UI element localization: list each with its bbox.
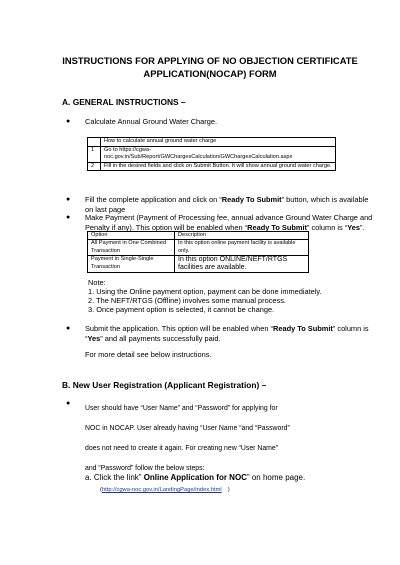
bold-run: Ready To Submit bbox=[273, 324, 333, 333]
text-run: a. Click the link” bbox=[85, 473, 144, 482]
a-bullet-1: Calculate Annual Ground Water Charge. bbox=[85, 117, 218, 126]
note-item: 3. Once payment option is selected, it cannot be change. bbox=[88, 305, 275, 314]
ground-water-charge-table bbox=[87, 137, 336, 171]
table1-row-num: 2 bbox=[88, 162, 101, 170]
note-item: 2. The NEFT/RTGS (Offline) involves some manual process. bbox=[88, 296, 286, 305]
bullet-icon: ● bbox=[66, 214, 71, 221]
bold-run: Online Application for NOC bbox=[143, 473, 247, 482]
table1-header: How to calculate annual ground water charge bbox=[101, 138, 336, 147]
bold-run: Ready To Submit bbox=[247, 223, 307, 232]
bullet-icon: ● bbox=[66, 325, 71, 332]
title-line-2: APPLICATION(NOCAP) FORM bbox=[143, 68, 277, 79]
section-b-heading: B. New User Registration (Applicant Registration) – bbox=[62, 380, 267, 390]
a-bullet-4 bbox=[85, 324, 375, 344]
more-detail-text: For more detail see below instructions. bbox=[85, 350, 212, 359]
b-line: User should have “User Name” and “Password” for applying for bbox=[85, 405, 278, 412]
text-run: Submit the application. This option will be enabled when “ bbox=[85, 324, 274, 333]
text-run: Fill the complete application and click on “ bbox=[85, 195, 222, 204]
table2-cell: In this option online payment facility is available only. bbox=[175, 240, 309, 256]
table1-row-num: 1 bbox=[88, 147, 101, 163]
table2-header: Description bbox=[175, 232, 309, 240]
bullet-icon: ● bbox=[66, 400, 71, 407]
table2-cell: In this option ONLINE/NEFT/RTGS facilities are available. bbox=[175, 256, 309, 273]
landing-page-link[interactable]: http://cgwa-noc.gov.in/LandingPage/index.html bbox=[101, 487, 222, 493]
paren-open: ( bbox=[100, 487, 102, 493]
bold-run: Yes bbox=[87, 334, 101, 343]
b-paragraph bbox=[85, 399, 290, 479]
a-bullet-2 bbox=[85, 195, 375, 215]
b-line: NOC in NOCAP. User already having “User Name “and “Password” bbox=[85, 425, 290, 432]
paren-close: ) bbox=[227, 487, 230, 493]
bold-run: Ready To Submit bbox=[221, 195, 282, 204]
text-run: ” button, which is available on last page bbox=[85, 195, 369, 214]
note-item: 1. Using the Online payment option, payment can be done immediately. bbox=[88, 287, 322, 296]
table2-header: Option bbox=[88, 232, 175, 240]
text-run: ” column is “ bbox=[85, 324, 369, 343]
table2-cell: Payment in Single-Single Transaction bbox=[88, 256, 175, 273]
text-run: Make Payment (Payment of Processing fee, annual advance Ground Water Charge and Penalty if any). This option will be enabled when “ bbox=[85, 213, 373, 232]
text-run: ” and all payments successfully paid. bbox=[100, 334, 221, 343]
bullet-icon: ● bbox=[66, 196, 71, 203]
b-line: and “Password” follow the below steps: bbox=[85, 465, 205, 472]
b-line: does not need to create it again. For creating new “User Name” bbox=[85, 445, 279, 452]
text-run: ”. bbox=[359, 223, 365, 232]
text-run: ” column is “ bbox=[306, 223, 348, 232]
table1-row-text: Go to https://cgwa-noc.gov.in/Sub/Report/GWChargesCalculation/GWChargesCalculation.aspx bbox=[101, 147, 336, 163]
a-bullet-3 bbox=[85, 213, 375, 233]
bullet-icon: ● bbox=[66, 118, 71, 125]
title-line-1: INSTRUCTIONS FOR APPLYING OF NO OBJECTION CERTIFICATE bbox=[62, 55, 358, 66]
section-a-heading: A. GENERAL INSTRUCTIONS – bbox=[62, 97, 186, 107]
table1-row-text: Fill in the desired fields and click on Submit Button. It will show annual ground water charge. bbox=[101, 162, 336, 170]
payment-options-table bbox=[87, 231, 309, 273]
b-step-a bbox=[85, 473, 305, 483]
table2-cell: All Payment in One Combined Transaction bbox=[88, 240, 175, 256]
bold-run: Yes bbox=[347, 223, 360, 232]
landing-page-link-line bbox=[100, 485, 230, 495]
text-run: ” on home page. bbox=[246, 473, 306, 482]
note-label: Note: bbox=[88, 278, 106, 287]
document-title bbox=[60, 54, 360, 80]
